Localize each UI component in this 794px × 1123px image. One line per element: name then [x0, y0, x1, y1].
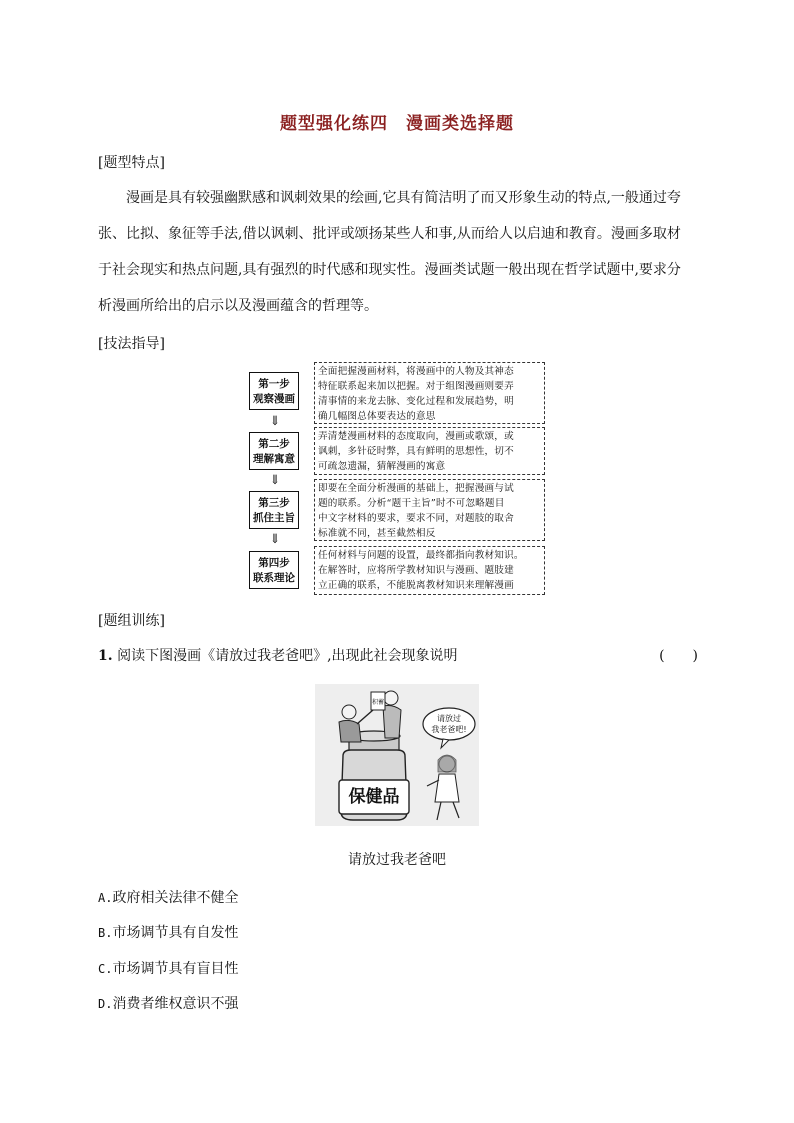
- option-text: 市场调节具有自发性: [112, 925, 239, 941]
- desc-line: 即要在全面分析漫画的基础上，把握漫画与试: [318, 483, 514, 494]
- question-text: 阅读下图漫画《请放过我老爸吧》,出现此社会现象说明: [117, 648, 458, 664]
- desc-line: 全面把握漫画材料，将漫画中的人物及其神态: [318, 366, 514, 377]
- method-flowchart: [247, 362, 547, 596]
- option-text: 政府相关法律不健全: [112, 890, 239, 906]
- step-description: [314, 362, 545, 424]
- option-letter: A.: [98, 891, 113, 905]
- step-number: 第四步: [258, 557, 290, 569]
- features-line: 漫画是具有较强幽默感和讽刺效果的绘画,它具有简洁明了而又形象生动的特点,一般通过夸: [126, 190, 681, 206]
- option-text: 市场调节具有盲目性: [112, 961, 239, 977]
- desc-line: 立正确的联系，不能脱离教材知识来理解漫画: [318, 580, 514, 591]
- jar-label: 保健品: [348, 787, 400, 807]
- step-description: [314, 427, 545, 475]
- step-number: 第一步: [258, 378, 290, 390]
- desc-line: 在解答时，应将所学教材知识与漫画、题肢建: [318, 565, 514, 576]
- option-c[interactable]: [98, 958, 238, 978]
- cartoon-caption: 请放过我老爸吧: [348, 852, 446, 868]
- bubble-text-line2: 我老爸吧!: [431, 725, 467, 734]
- cartoon-illustration: [315, 684, 479, 826]
- desc-line: 任何材料与问题的设置，最终都指向教材知识。: [318, 550, 524, 561]
- desc-line: 弄清楚漫画材料的态度取向，漫画或歌颂，或: [318, 431, 514, 442]
- option-letter: D.: [98, 997, 113, 1011]
- section-label-exercises: [题组训练]: [98, 613, 165, 629]
- desc-line: 清事情的来龙去脉、变化过程和发展趋势，明: [318, 396, 514, 407]
- step-number: 第三步: [258, 497, 290, 509]
- option-d[interactable]: [98, 993, 238, 1013]
- features-line: 析漫画所给出的启示以及漫画蕴含的哲理等。: [98, 298, 378, 314]
- step-box: [249, 491, 299, 529]
- desc-line: 讽刺，多针砭时弊，具有鲜明的思想性，切不: [318, 446, 514, 457]
- question-number: 1.: [98, 648, 113, 664]
- step-name: 联系理论: [253, 572, 295, 584]
- bubble-text-line1: 请放过: [437, 714, 461, 723]
- page-title: 题型强化练四 漫画类选择题: [280, 114, 514, 134]
- desc-line: 题的联系。分析“题干主旨”时不可忽略题目: [318, 498, 505, 509]
- answer-parentheses: ( ): [659, 648, 698, 664]
- desc-line: 标准就不同，甚至截然相反: [318, 528, 436, 539]
- option-letter: B.: [98, 926, 113, 940]
- step-box: [249, 432, 299, 470]
- features-line: 于社会现实和热点问题,具有强烈的时代感和现实性。漫画类试题一般出现在哲学试题中,要求分: [98, 262, 681, 278]
- down-arrow-icon: ⇓: [269, 414, 281, 429]
- option-a[interactable]: [98, 887, 238, 907]
- down-arrow-icon: ⇓: [269, 473, 281, 488]
- features-paragraph: [98, 180, 700, 324]
- question-stem: [98, 645, 698, 665]
- desc-line: 确几幅图总体要表达的意思: [318, 411, 436, 422]
- features-line: 张、比拟、象征等手法,借以讽刺、批评或颂扬某些人和事,从而给人以启迪和教育。漫画多取材: [98, 226, 681, 242]
- desc-line: 中文字材料的要求，要求不同，对题肢的取舍: [318, 513, 514, 524]
- section-label-methods: [技法指导]: [98, 336, 165, 352]
- step-description: [314, 546, 545, 595]
- step-description: [314, 479, 545, 541]
- step-box: [249, 551, 299, 589]
- step-name: 理解寓意: [253, 453, 295, 465]
- desc-line: 可疏忽遗漏，猜解漫画的寓意: [318, 461, 446, 472]
- step-box: [249, 372, 299, 410]
- step-name: 抓住主旨: [253, 512, 295, 524]
- option-letter: C.: [98, 962, 113, 976]
- savings-box-label: 积蓄: [371, 699, 385, 706]
- desc-line: 特征联系起来加以把握。对于组图漫画则要弄: [318, 381, 514, 392]
- section-label-features: [题型特点]: [98, 155, 165, 171]
- option-b[interactable]: [98, 922, 238, 942]
- down-arrow-icon: ⇓: [269, 532, 281, 547]
- option-text: 消费者维权意识不强: [112, 996, 239, 1012]
- step-number: 第二步: [258, 438, 290, 450]
- step-name: 观察漫画: [253, 393, 295, 405]
